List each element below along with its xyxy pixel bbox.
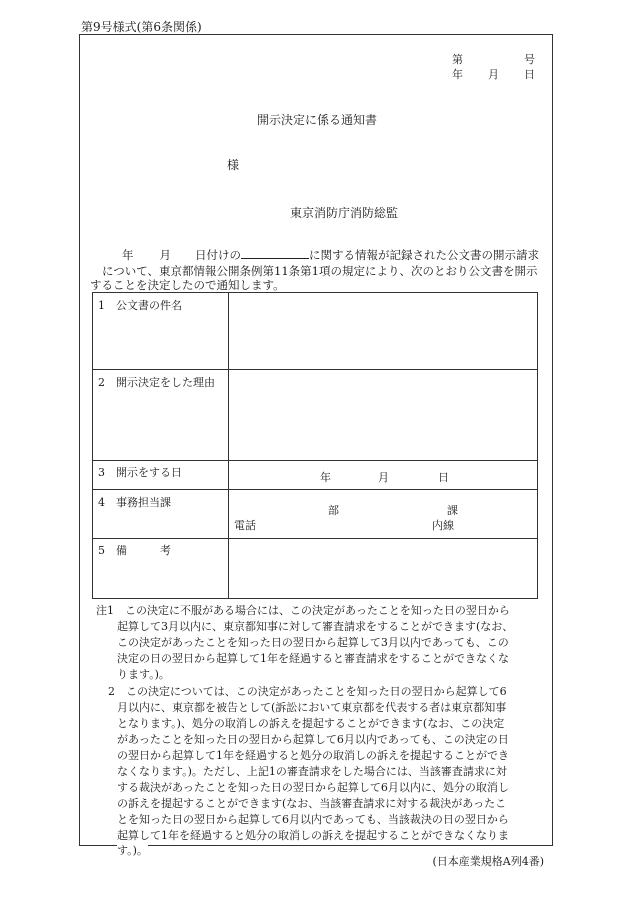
- note-2-line-1: 2 この決定については、この決定があったことを知った日の翌日から起算して6: [108, 685, 507, 698]
- disclosure-month: 月: [378, 471, 389, 484]
- section-label: 課: [447, 504, 458, 517]
- note-1-line-3: この決定があったことを知った日の翌日から起算して3月以内であっても、この: [117, 636, 509, 649]
- row-label-department: 4 事務担当課: [98, 496, 171, 509]
- note-2-line-8: の訴えを提起することができます(なお、当該審査請求に対する裁決があったこ: [117, 797, 507, 810]
- body-day: 日付けの: [195, 248, 241, 262]
- subject-blank-line: [241, 248, 309, 259]
- note-2-line-7: する裁決があったことを知った日の翌日から起算して6月以内に、処分の取消し: [117, 781, 509, 794]
- body-month: 月: [159, 248, 171, 262]
- form-label: 第9号様式(第6条関係): [81, 20, 202, 34]
- row-label-subject: 1 公文書の件名: [98, 299, 182, 312]
- issuer-name: 東京消防庁消防総監: [290, 206, 399, 220]
- note-2-line-10: 起算して1年を経過すると処分の取消しの訴えを提起することができなくなりま: [117, 829, 509, 842]
- details-table: [92, 292, 538, 599]
- body-line-1-rest: に関する情報が記録された公文書の開示請求: [309, 248, 539, 262]
- paper-size-footer: (日本産業規格A列4番): [432, 855, 544, 868]
- note-2-line-9: とを知った日の翌日から起算して6月以内であっても、当該裁決の日の翌日から: [117, 813, 509, 826]
- date-year: 年: [452, 68, 463, 81]
- note-1-line-2: 起算して3月以内に、東京都知事に対して審査請求をすることができます(なお、: [117, 620, 514, 633]
- department-label: 部: [328, 504, 339, 517]
- note-2-line-11: す。)。: [117, 844, 148, 857]
- number-suffix: 号: [524, 53, 535, 66]
- row-label-disclosure-date: 3 開示をする日: [98, 466, 182, 479]
- note-2-line-6: なくなります。)。ただし、上記1の審査請求をした場合には、当該審査請求に対: [117, 765, 507, 778]
- date-month: 月: [488, 68, 499, 81]
- note-1-line-1: 注1 この決定に不服がある場合には、この決定があったことを知った日の翌日から: [96, 604, 510, 617]
- disclosure-year: 年: [320, 471, 331, 484]
- phone-label: 電話: [234, 519, 256, 532]
- body-line-2: について、東京都情報公開条例第11条第1項の規定により、次のとおり公文書を開示: [102, 264, 538, 278]
- body-year: 年: [122, 248, 134, 262]
- body-line-1: [122, 248, 539, 262]
- extension-label: 内線: [432, 519, 454, 532]
- body-line-3: することを決定したので通知します。: [90, 278, 285, 292]
- note-2-line-2: 月以内に、東京都を被告として(訴訟において東京都を代表する者は東京都知事: [117, 701, 507, 714]
- date-day: 日: [524, 68, 535, 81]
- number-prefix: 第: [452, 53, 463, 66]
- note-2-line-3: となります。)、処分の取消しの訴えを提起することができます(なお、この決定: [117, 717, 505, 730]
- note-1-line-5: ります。)。: [117, 668, 170, 681]
- row-label-remarks: 5 備 考: [98, 544, 171, 557]
- addressee-suffix: 様: [227, 158, 240, 172]
- note-1-line-4: 決定の日の翌日から起算して1年を経過すると審査請求をすることができなくな: [117, 652, 509, 665]
- row-label-reason: 2 開示決定をした理由: [98, 376, 215, 389]
- note-2-line-4: があったことを知った日の翌日から起算して6月以内であっても、この決定の日: [117, 733, 509, 746]
- document-title: 開示決定に係る通知書: [257, 113, 378, 127]
- note-2-line-5: の翌日から起算して1年を経過すると処分の取消しの訴えを提起することができ: [117, 749, 509, 762]
- disclosure-day: 日: [438, 471, 449, 484]
